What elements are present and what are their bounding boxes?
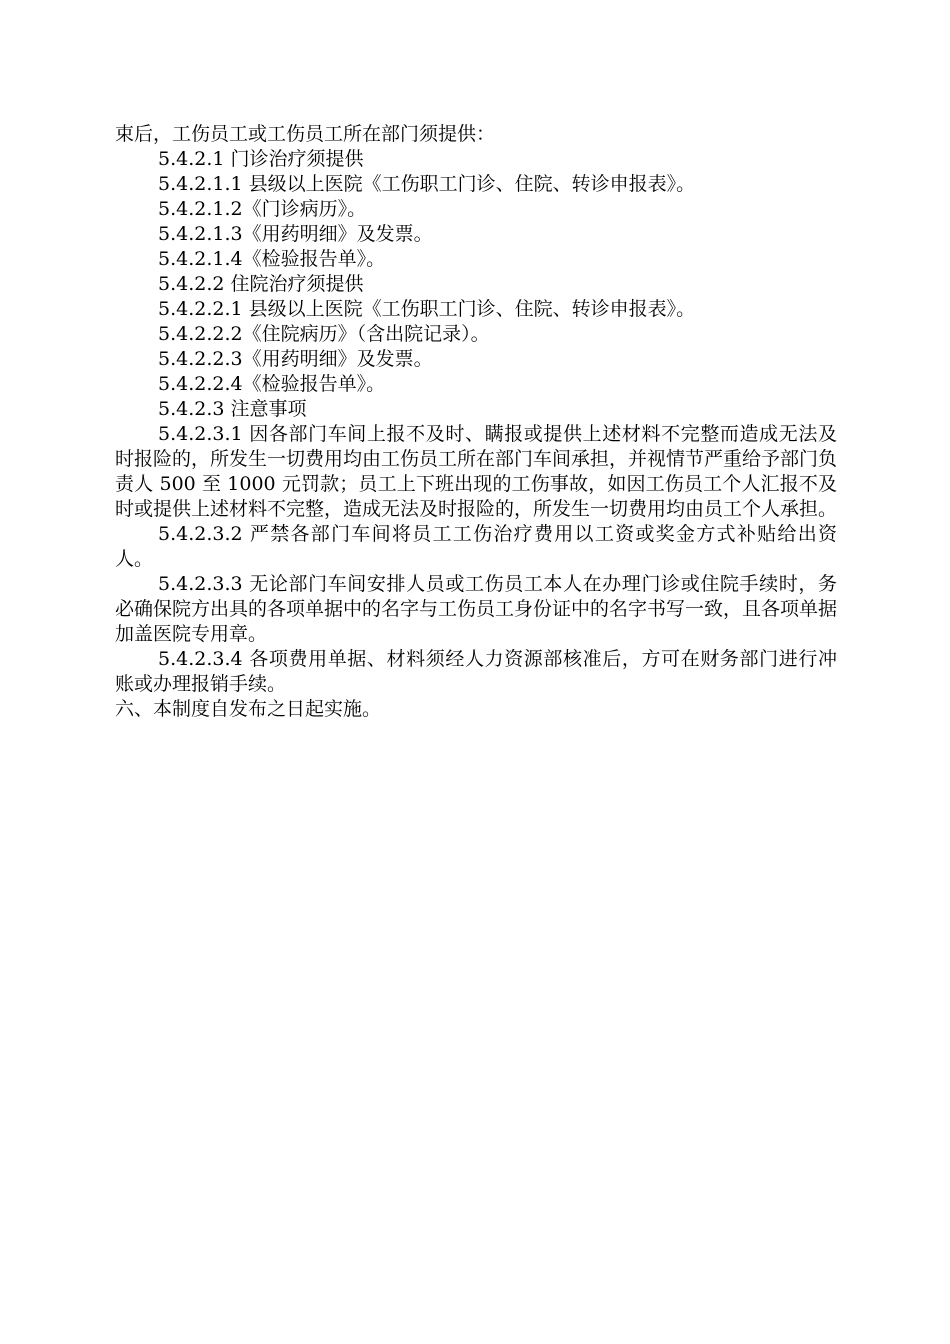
note-paragraph: 5.4.2.3.2 严禁各部门车间将员工工伤治疗费用以工资或奖金方式补贴给出资人。 (115, 523, 837, 570)
section-heading-inpatient: 5.4.2.2 住院治疗须提供 (158, 273, 364, 295)
note-paragraph: 5.4.2.3.1 因各部门车间上报不及时、瞒报或提供上述材料不完整而造成无法及时报险的，所发生一切费用均由工伤员工所在部门车间承担，并视情节严重给予部门负责人 500 至 1000 元罚款；员工上下班出现的工伤事故，如因工伤员工个人汇报不及时或提供上述材料不完整，造成无法及时报险的，所发生一切费用均由员工个人承担。 (115, 423, 838, 520)
section-heading-outpatient: 5.4.2.1 门诊治疗须提供 (158, 148, 364, 170)
continuation-line: 束后，工伤员工或工伤员工所在部门须提供： (115, 123, 496, 145)
note-paragraph: 5.4.2.3.4 各项费用单据、材料须经人力资源部核准后，方可在财务部门进行冲账或办理报销手续。 (115, 648, 837, 695)
list-item: 5.4.2.1.4《检验报告单》。 (158, 248, 386, 270)
list-item: 5.4.2.2.3《用药明细》及发票。 (158, 348, 433, 370)
closing-line: 六、本制度自发布之日起实施。 (115, 698, 382, 720)
list-item: 5.4.2.2.4《检验报告单》。 (158, 373, 386, 395)
section-heading-notes: 5.4.2.3 注意事项 (158, 398, 307, 420)
document-page (115, 122, 837, 722)
list-item: 5.4.2.2.1 县级以上医院《工伤职工门诊、住院、转诊申报表》。 (158, 298, 696, 320)
note-paragraph: 5.4.2.3.3 无论部门车间安排人员或工伤员工本人在办理门诊或住院手续时，务必确保院方出具的各项单据中的名字与工伤员工身份证中的名字书写一致，且各项单据加盖医院专用章。 (115, 573, 838, 645)
list-item: 5.4.2.1.1 县级以上医院《工伤职工门诊、住院、转诊申报表》。 (158, 173, 696, 195)
list-item: 5.4.2.2.2《住院病历》（含出院记录）。 (158, 323, 490, 345)
list-item: 5.4.2.1.2《门诊病历》。 (158, 198, 367, 220)
list-item: 5.4.2.1.3《用药明细》及发票。 (158, 223, 433, 245)
